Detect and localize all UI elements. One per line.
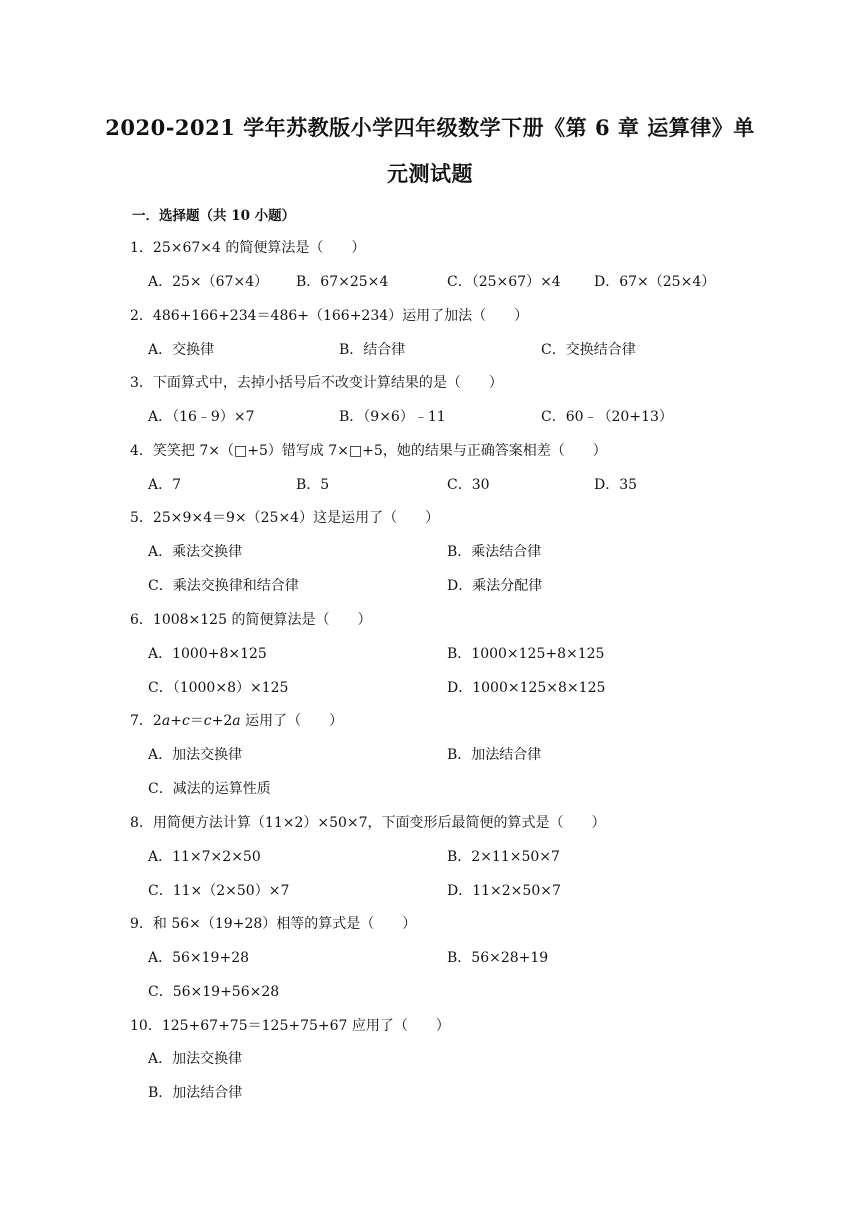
question-2-option-b: B．结合律 xyxy=(339,342,406,358)
question-2-option-a: A．交换律 xyxy=(148,342,215,358)
question-5-option-c: C．乘法交换律和结合律 xyxy=(148,578,299,594)
question-7-var: c xyxy=(203,713,212,729)
question-7-number: 7． xyxy=(130,713,153,729)
question-7-var: a xyxy=(232,713,241,729)
question-6-option-a: A．1000+8×125 xyxy=(148,646,267,662)
question-8-option-a: A．11×7×2×50 xyxy=(148,849,261,865)
question-1-stem: 1．25×67×4 的简便算法是（ ） xyxy=(130,240,366,256)
question-7-var: c xyxy=(181,713,190,729)
question-1-option-c: C．（25×67）×4 xyxy=(447,274,561,290)
question-2-option-c: C．交换结合律 xyxy=(541,342,636,358)
question-9-option-b: B．56×28+19 xyxy=(447,950,549,966)
question-7-var: a xyxy=(161,713,171,729)
question-7-option-b: B．加法结合律 xyxy=(447,747,542,763)
question-9-option-c: C．56×19+56×28 xyxy=(148,984,280,1000)
question-9-stem: 9．和 56×（19+28）相等的算式是（ ） xyxy=(130,916,417,932)
question-4-stem: 4．笑笑把 7×（□+5）错写成 7×□+5，她的结果与正确答案相差（ ） xyxy=(130,443,607,459)
question-8-option-b: B．2×11×50×7 xyxy=(447,849,560,865)
question-1-option-d: D．67×（25×4） xyxy=(594,274,716,290)
question-10-stem: 10．125+67+75＝125+75+67 应用了（ ） xyxy=(130,1018,450,1034)
question-8-option-c: C．11×（2×50）×7 xyxy=(148,883,290,899)
question-5-stem: 5．25×9×4＝9×（25×4）这是运用了（ ） xyxy=(130,510,440,526)
question-7-tail: 运用了（ ） xyxy=(240,713,344,729)
question-2-stem: 2．486+166+234＝486+（166+234）运用了加法（ ） xyxy=(130,308,529,324)
question-3-stem: 3．下面算式中，去掉小括号后不改变计算结果的是（ ） xyxy=(130,375,503,391)
question-4-option-c: C．30 xyxy=(447,477,490,493)
question-10-option-b: B．加法结合律 xyxy=(148,1085,243,1101)
question-6-stem: 6．1008×125 的简便算法是（ ） xyxy=(130,612,372,628)
question-6-option-b: B．1000×125+8×125 xyxy=(447,646,605,662)
question-7-expr-part: ＝ xyxy=(189,713,204,729)
question-7-stem xyxy=(130,710,343,730)
question-6-option-d: D．1000×125×8×125 xyxy=(447,680,606,696)
question-4-option-d: D．35 xyxy=(594,477,638,493)
question-5-option-a: A．乘法交换律 xyxy=(148,544,243,560)
question-9-option-a: A．56×19+28 xyxy=(148,950,250,966)
question-7-option-c: C．减法的运算性质 xyxy=(148,781,271,797)
question-1-option-a: A．25×（67×4） xyxy=(148,274,269,290)
question-8-option-d: D．11×2×50×7 xyxy=(447,883,561,899)
question-7-expr-part: + xyxy=(170,713,182,729)
question-6-option-c: C．（1000×8）×125 xyxy=(148,680,289,696)
section-heading: 一．选择题（共 10 小题） xyxy=(132,208,296,224)
question-5-option-d: D．乘法分配律 xyxy=(447,578,543,594)
question-7-expr-part: 2 xyxy=(152,713,162,729)
question-8-stem: 8．用简便方法计算（11×2）×50×7，下面变形后最简便的算式是（ ） xyxy=(130,815,606,831)
question-5-option-b: B．乘法结合律 xyxy=(447,544,542,560)
question-3-option-b: B．（9×6）﹣11 xyxy=(339,409,446,425)
question-3-option-c: C．60﹣（20+13） xyxy=(541,409,673,425)
question-7-expr-part: +2 xyxy=(211,713,233,729)
question-4-option-a: A．7 xyxy=(148,477,182,493)
question-7-option-a: A．加法交换律 xyxy=(148,747,243,763)
question-3-option-a: A．（16﹣9）×7 xyxy=(148,409,255,425)
title-line-2: 元测试题 xyxy=(387,161,473,186)
question-10-option-a: A．加法交换律 xyxy=(148,1051,243,1067)
question-1-option-b: B．67×25×4 xyxy=(296,274,389,290)
title-line-1: 2020-2021 学年苏教版小学四年级数学下册《第 6 章 运算律》单 xyxy=(105,115,755,140)
question-4-option-b: B．5 xyxy=(296,477,330,493)
